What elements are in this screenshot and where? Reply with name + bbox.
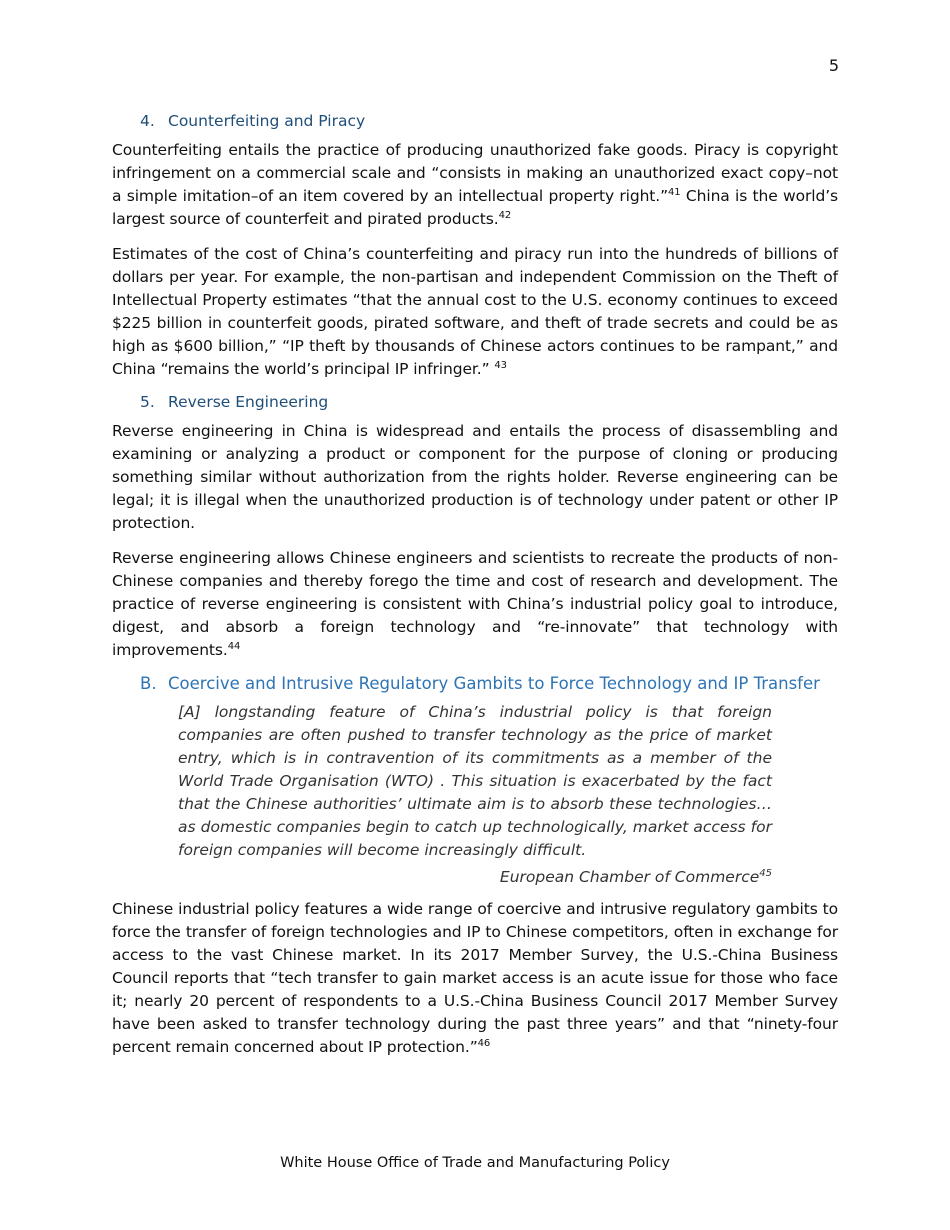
footnote-ref-41[interactable]: 41 bbox=[668, 186, 681, 198]
page-body bbox=[112, 112, 838, 1071]
footnote-ref-44[interactable]: 44 bbox=[227, 640, 241, 652]
section-4-number: 4. bbox=[140, 112, 155, 130]
section-b-paragraph-1 bbox=[112, 898, 838, 1059]
attribution-text: European Chamber of Commerce bbox=[499, 868, 760, 887]
section-4-p2-text: Estimates of the cost of China’s counterfeiting and piracy run into the hundreds of billions of dollars per year. For example, the non-partisan and independent Commission on the Theft of Intellectual Property estimates “that the annual cost to the U.S. economy continues to exceed $225 billion in counterfeit goods, pirated software, and theft of trade secrets and could be as high as $600 billion,” “IP theft by thousands of Chinese actors continues to be rampant,” and China “remains the world’s principal IP infringer.” bbox=[112, 245, 838, 378]
section-b-heading bbox=[140, 674, 838, 693]
section-5-heading bbox=[140, 393, 838, 411]
footnote-ref-45[interactable]: 45 bbox=[759, 868, 772, 879]
section-4-paragraph-2 bbox=[112, 243, 838, 381]
section-4-p1-text: Counterfeiting entails the practice of producing unauthorized fake goods. Piracy is copyright infringement on a commercial scale and “consists in making an unauthorized exact copy–not a simple imitation–of an item covered by an intellectual property right.” bbox=[112, 141, 838, 205]
section-b-number: B. bbox=[140, 674, 157, 693]
footnote-ref-42[interactable]: 42 bbox=[498, 209, 512, 221]
section-b-title: Coercive and Intrusive Regulatory Gambits to Force Technology and IP Transfer bbox=[168, 674, 820, 693]
section-4-p1-tail: China is the world’s largest source of counterfeit and pirated products. bbox=[112, 187, 838, 228]
block-quote: [A] longstanding feature of China’s industrial policy is that foreign companies are often pushed to transfer technology as the price of market entry, which is in contravention of its commitments as a member of the World Trade Organisation (WTO) . This situation is exacerbated by the fact that the Chinese authorities’ ultimate aim is to absorb these technologies…as domestic companies begin to catch up technologically, market access for foreign companies will become increasingly difficult. bbox=[178, 703, 772, 859]
section-5-paragraph-2 bbox=[112, 547, 838, 662]
section-4-heading bbox=[140, 112, 838, 130]
quote-attribution bbox=[112, 868, 772, 886]
section-b-p1-text: Chinese industrial policy features a wide range of coercive and intrusive regulatory gambits to force the transfer of foreign technologies and IP to Chinese competitors, often in exchange for access to the vast Chinese market. In its 2017 Member Survey, the U.S.-China Business Council reports that “tech transfer to gain market access is an acute issue for those who face it; nearly 20 percent of respondents to a U.S.-China Business Council 2017 Member Survey have been asked to transfer technology during the past three years” and that “ninety-four percent remain concerned about IP protection.” bbox=[112, 900, 838, 1057]
section-5-paragraph-1: Reverse engineering in China is widespread and entails the process of disassembling and examining or analyzing a product or component for the purpose of cloning or producing something similar without authorization from the rights holder. Reverse engineering can be legal; it is illegal when the unauthorized production is of technology under patent or other IP protection. bbox=[112, 422, 838, 532]
page-footer: White House Office of Trade and Manufacturing Policy bbox=[280, 1155, 670, 1171]
section-5-title: Reverse Engineering bbox=[168, 393, 329, 411]
footnote-ref-46[interactable]: 46 bbox=[477, 1038, 491, 1049]
section-4-paragraph-1 bbox=[112, 139, 838, 231]
footnote-ref-43[interactable]: 43 bbox=[494, 359, 507, 371]
section-5-p2-text: Reverse engineering allows Chinese engineers and scientists to recreate the products of non-Chinese companies and thereby forego the time and cost of research and development. The practice of reverse engineering is consistent with China’s industrial policy goal to introduce, digest, and absorb a foreign technology and “re-innovate” that technology with improvements. bbox=[112, 549, 838, 659]
page-number: 5 bbox=[828, 56, 839, 75]
section-4-title: Counterfeiting and Piracy bbox=[168, 112, 366, 130]
section-5-number: 5. bbox=[140, 393, 155, 411]
